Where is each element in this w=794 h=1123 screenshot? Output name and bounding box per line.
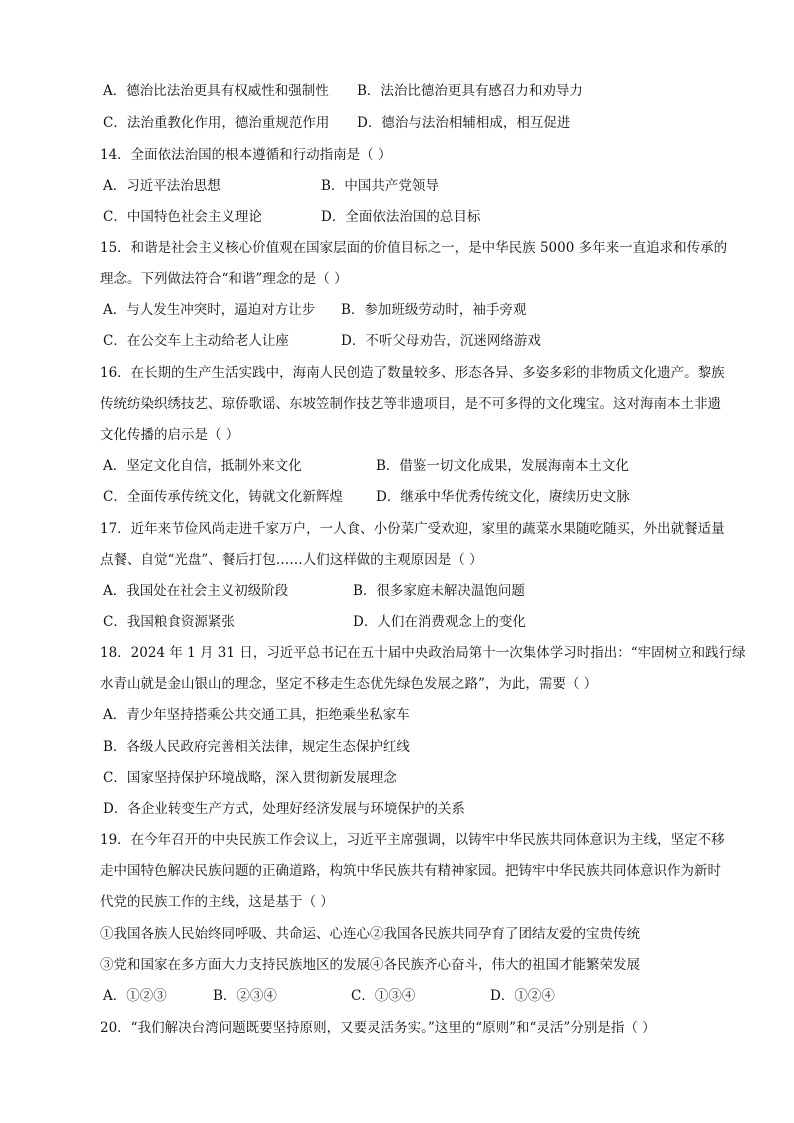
q19-stem-line3: 代党的民族工作的主线，这是基于（ ） <box>100 894 334 910</box>
q16-option-a: A．坚定文化自信，抵制外来文化 <box>103 458 302 474</box>
q19-statements-line1: ①我国各族人民始终同呼吸、共命运、心连心②我国各民族共同孕育了团结友爱的宝贵传统 <box>100 926 640 942</box>
q15-option-d: D．不听父母劝告，沉迷网络游戏 <box>341 333 541 349</box>
q19-option-a: A．①②③ <box>103 988 167 1004</box>
q17-option-d: D．人们在消费观念上的变化 <box>353 614 526 630</box>
q18-stem-line1: 18．2024 年 1 月 31 日，习近平总书记在五十届中央政治局第十一次集体学习时指出：“牢固树立和践行绿 <box>100 645 746 661</box>
q18-option-d: D．各企业转变生产方式，处理好经济发展与环境保护的关系 <box>103 801 465 817</box>
q14-option-d: D．全面依法治国的总目标 <box>321 209 481 225</box>
q16-stem-line2: 传统纺染织绣技艺、琼侨歌谣、东坡笠制作技艺等非遗项目，是不可多得的文化瑰宝。这对海南本土非遗 <box>100 396 721 412</box>
q14-option-b: B．中国共产党领导 <box>321 178 439 194</box>
q13-option-b: B．法治比德治更具有感召力和劝导力 <box>357 83 583 99</box>
q13-option-c: C．法治重教化作用，德治重规范作用 <box>103 115 330 131</box>
q16-option-c: C．全面传承传统文化，铸就文化新辉煌 <box>103 489 343 505</box>
q17-option-b: B．很多家庭未解决温饱问题 <box>353 583 525 599</box>
q19-stem-line2: 走中国特色解决民族问题的正确道路，构筑中华民族共有精神家园。把铸牢中华民族共同体意识作为新时 <box>100 863 721 879</box>
q19-option-d: D．①②④ <box>490 988 555 1004</box>
q15-stem-line2: 理念。下列做法符合“和谐”理念的是（ ） <box>100 271 348 287</box>
q15-option-c: C．在公交车上主动给老人让座 <box>103 333 289 349</box>
q14-option-a: A．习近平法治思想 <box>103 178 221 194</box>
q16-option-b: B．借鉴一切文化成果，发展海南本土文化 <box>376 458 629 474</box>
q18-option-b: B．各级人民政府完善相关法律，规定生态保护红线 <box>103 739 410 755</box>
q18-option-a: A．青少年坚持搭乘公共交通工具，拒绝乘坐私家车 <box>103 707 410 723</box>
q16-option-d: D．继承中华优秀传统文化，赓续历史文脉 <box>376 489 630 505</box>
q14-stem: 14．全面依法治国的根本遵循和行动指南是（ ） <box>100 147 392 163</box>
q13-option-a: A．德治比法治更具有权威性和强制性 <box>103 83 329 99</box>
q17-option-c: C．我国粮食资源紧张 <box>103 614 235 630</box>
q16-stem-line1: 16．在长期的生产生活实践中，海南人民创造了数量较多、形态各异、多姿多彩的非物质文化遗产。黎族 <box>100 365 725 381</box>
q19-stem-line1: 19．在今年召开的中央民族工作会议上，习近平主席强调，以铸牢中华民族共同体意识为主线，坚定不移 <box>100 832 725 848</box>
q15-stem-line1: 15．和谐是社会主义核心价值观在国家层面的价值目标之一，是中华民族 5000 多年来一直追求和传承的 <box>100 240 728 256</box>
q17-option-a: A．我国处在社会主义初级阶段 <box>103 583 289 599</box>
q17-stem-line2: 点餐、自觉“光盘”、餐后打包……人们这样做的主观原因是（ ） <box>100 552 483 568</box>
q18-stem-line2: 水青山就是金山银山的理念，坚定不移走生态优先绿色发展之路”，为此，需要（ ） <box>100 676 598 692</box>
q19-option-b: B．②③④ <box>213 988 277 1004</box>
q18-option-c: C．国家坚持保护环境战略，深入贯彻新发展理念 <box>103 770 397 786</box>
q16-stem-line3: 文化传播的启示是（ ） <box>100 427 240 443</box>
q13-option-d: D．德治与法治相辅相成，相互促进 <box>357 115 571 131</box>
q15-option-b: B．参加班级劳动时，袖手旁观 <box>341 302 527 318</box>
q20-stem-line1: 20．“我们解决台湾问题既要坚持原则，又要灵活务实。”这里的“原则”和“灵活”分别是指（ ） <box>100 1020 656 1036</box>
q19-option-c: C．①③④ <box>351 988 416 1004</box>
q19-statements-line2: ③党和国家在多方面大力支持民族地区的发展④各民族齐心奋斗，伟大的祖国才能繁荣发展 <box>100 957 640 973</box>
q14-option-c: C．中国特色社会主义理论 <box>103 209 262 225</box>
q15-option-a: A．与人发生冲突时，逼迫对方让步 <box>103 302 316 318</box>
q17-stem-line1: 17．近年来节俭风尚走进千家万户，一人食、小份菜广受欢迎，家里的蔬菜水果随吃随买，外出就餐适量 <box>100 521 725 537</box>
